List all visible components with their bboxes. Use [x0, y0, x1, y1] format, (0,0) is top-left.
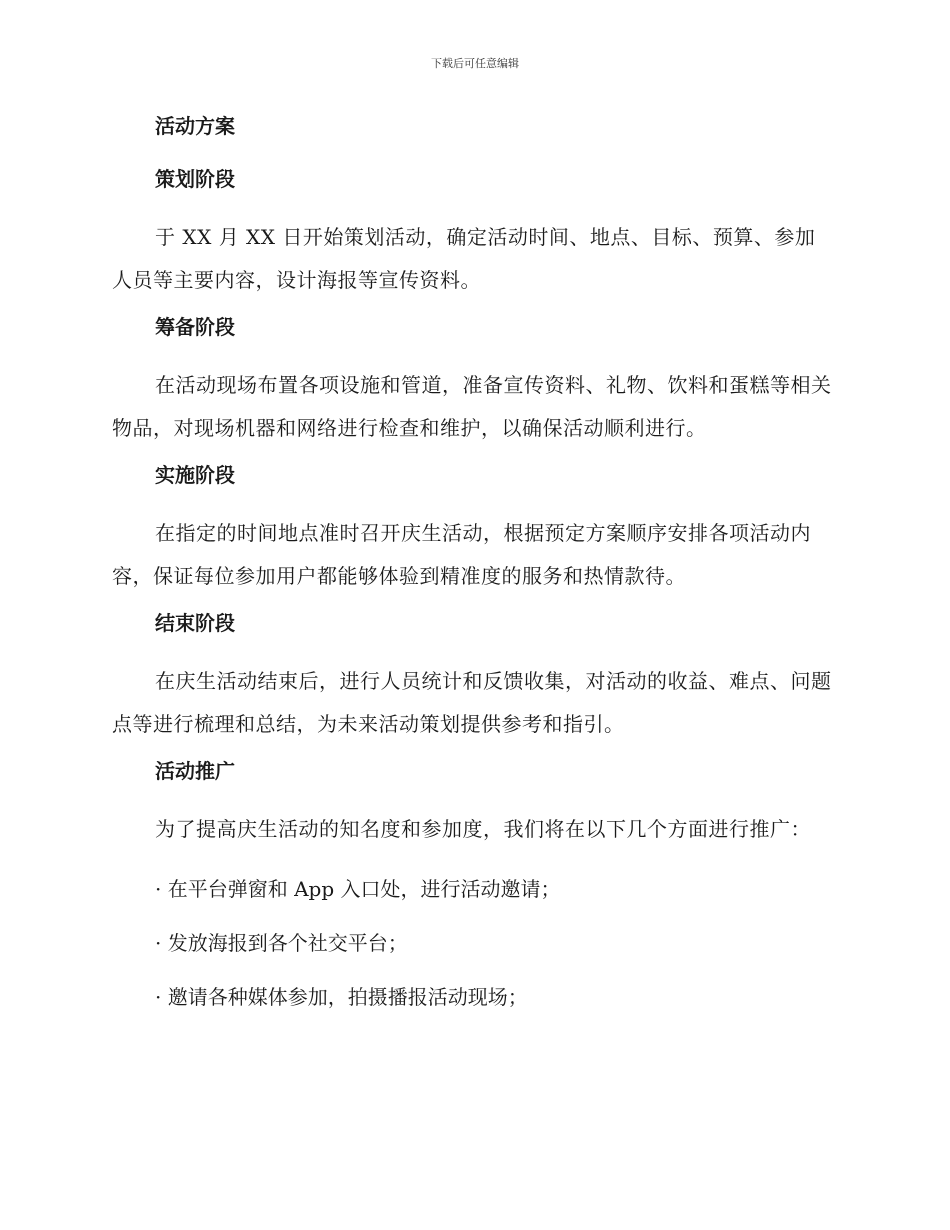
section-heading-preparation: 筹备阶段 [155, 315, 235, 339]
document-body [112, 110, 832, 1035]
section-text-planning: 于 XX 月 XX 日开始策划活动，确定活动时间、地点、目标、预算、参加人员等主要内容，设计海报等宣传资料。 [112, 225, 816, 292]
list-item: · 在平台弹窗和 App 入口处，进行活动邀请； [155, 877, 561, 901]
section-heading-closing: 结束阶段 [155, 611, 235, 635]
list-item: · 发放海报到各个社交平台； [155, 931, 408, 955]
section-heading-implementation: 实施阶段 [155, 463, 235, 487]
section-heading-promotion: 活动推广 [155, 759, 235, 783]
section-text-implementation: 在指定的时间地点准时召开庆生活动，根据预定方案顺序安排各项活动内容，保证每位参加用户都能够体验到精准度的服务和热情款待。 [112, 521, 811, 588]
page-header-note: 下载后可任意编辑 [431, 57, 519, 70]
section-text-closing: 在庆生活动结束后，进行人员统计和反馈收集，对活动的收益、难点、问题点等进行梳理和总结，为未来活动策划提供参考和指引。 [112, 669, 832, 736]
section-text-preparation: 在活动现场布置各项设施和管道，准备宣传资料、礼物、饮料和蛋糕等相关物品，对现场机器和网络进行检查和维护，以确保活动顺利进行。 [112, 373, 832, 440]
section-text-promotion: 为了提高庆生活动的知名度和参加度，我们将在以下几个方面进行推广： [155, 817, 811, 841]
section-heading-planning: 策划阶段 [155, 167, 235, 191]
list-item: · 邀请各种媒体参加，拍摄播报活动现场； [155, 985, 528, 1009]
document-title: 活动方案 [155, 114, 235, 138]
